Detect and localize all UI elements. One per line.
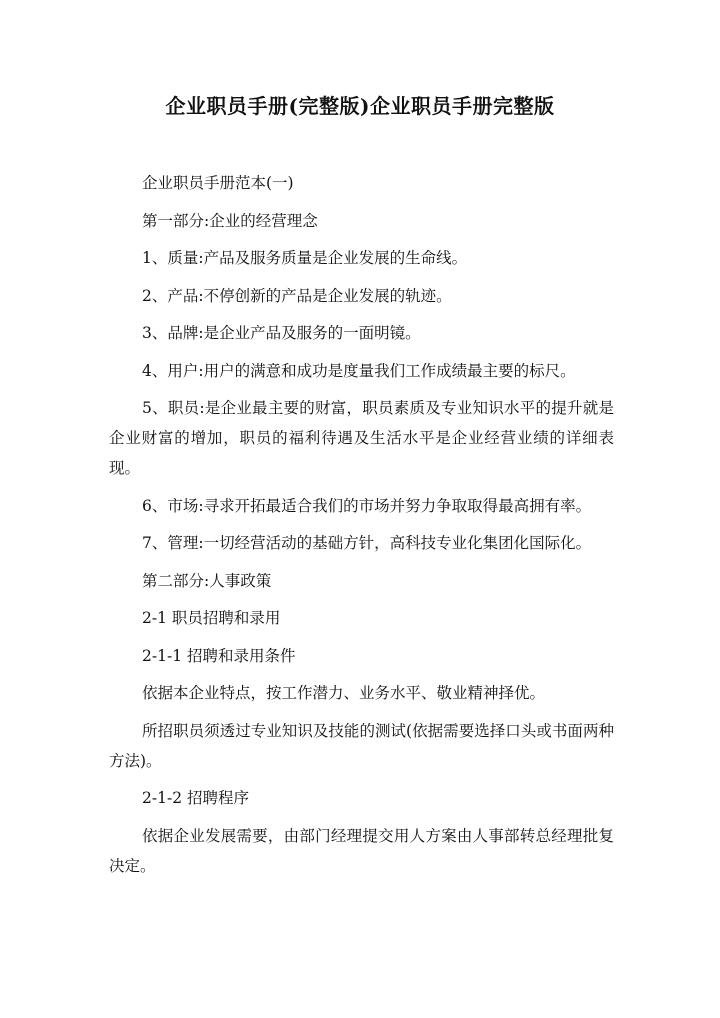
- document-title: 企业职员手册(完整版)企业职员手册完整版: [165, 94, 555, 118]
- paragraph-market: 6、市场:寻求开拓最适合我们的市场并努力争取取得最高拥有率。: [142, 496, 592, 515]
- paragraph-user: 4、用户:用户的满意和成功是度量我们工作成绩最主要的标尺。: [142, 361, 576, 380]
- paragraph-brand: 3、品牌:是企业产品及服务的一面明镜。: [142, 324, 421, 342]
- paragraph-part-one-heading: 第一部分:企业的经营理念: [142, 211, 318, 230]
- paragraph-product: 2、产品:不停创新的产品是企业发展的轨迹。: [142, 286, 452, 305]
- paragraph-section-2-1-1: 2-1-1 招聘和录用条件: [142, 646, 296, 665]
- paragraph-section-2-1: 2-1 职员招聘和录用: [142, 609, 281, 627]
- paragraph-hiring-procedure: 依据企业发展需要，由部门经理提交用人方案由人事部转总经理批复决定。: [109, 826, 614, 875]
- paragraph-section-2-1-2: 2-1-2 招聘程序: [142, 789, 249, 807]
- document-body: [109, 168, 614, 888]
- paragraph-staff: 5、职员:是企业最主要的财富，职员素质及专业知识水平的提升就是企业财富的增加，职员的福利待遇及生活水平是企业经营业绩的详细表现。: [109, 399, 614, 477]
- paragraph-hiring-criteria: 依据本企业特点，按工作潜力、业务水平、敬业精神择优。: [142, 684, 546, 702]
- paragraph-part-two-heading: 第二部分:人事政策: [142, 571, 272, 590]
- paragraph-management: 7、管理:一切经营活动的基础方针，高科技专业化集团化国际化。: [142, 534, 592, 552]
- paragraph-quality: 1、质量:产品及服务质量是企业发展的生命线。: [142, 249, 468, 267]
- paragraph-testing: 所招职员须透过专业知识及技能的测试(依据需要选择口头或书面两种方法)。: [109, 721, 614, 770]
- paragraph-handbook-sample: 企业职员手册范本(一): [142, 174, 294, 192]
